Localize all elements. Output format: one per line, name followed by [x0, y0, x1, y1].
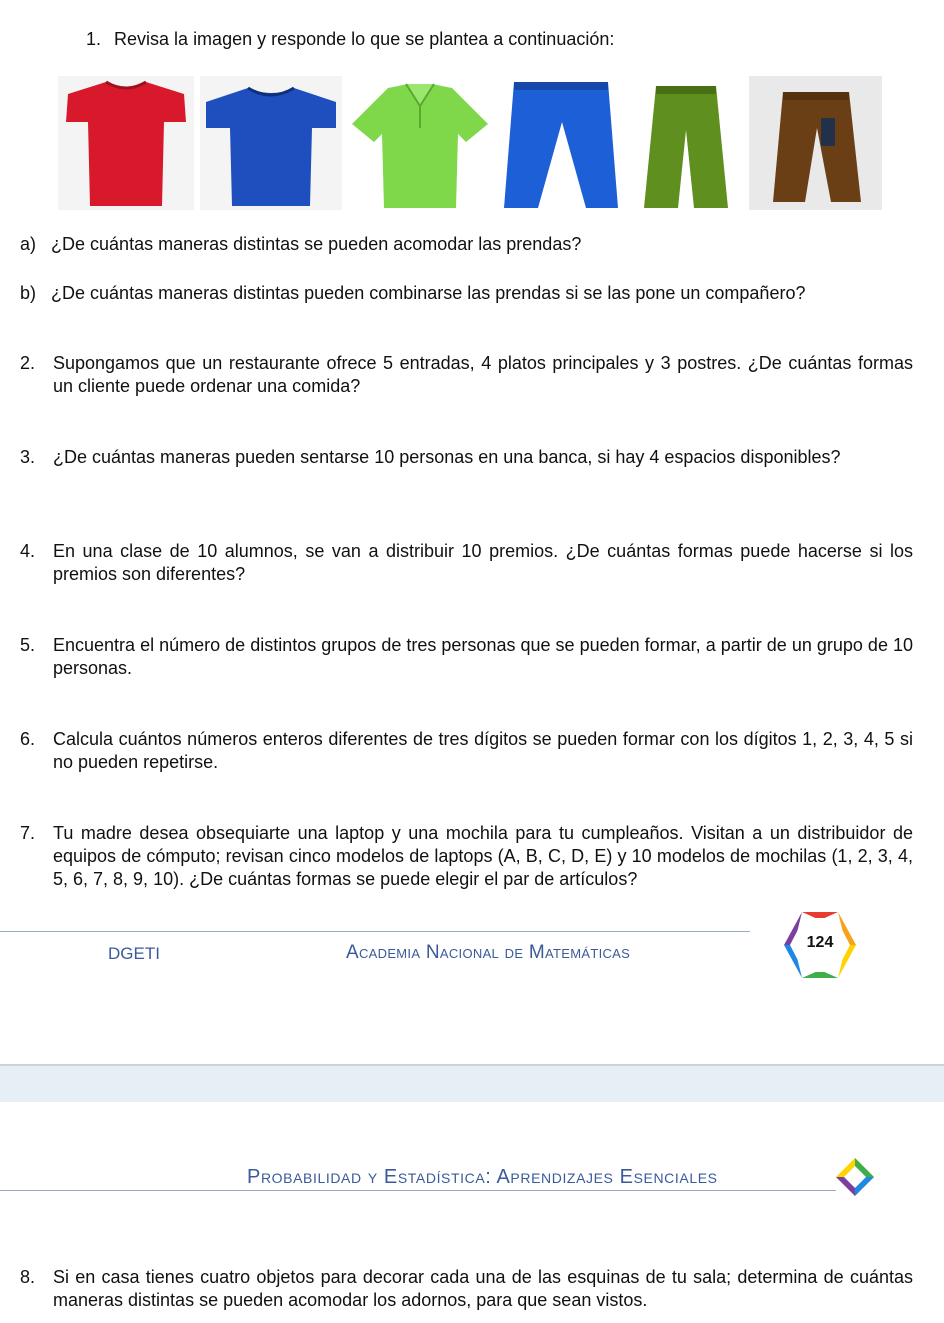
- question-text: Calcula cuántos números enteros diferentes de tres dígitos se pueden formar con los dígitos 1, 2, 3, 4, 5 si no pueden repetirse.: [53, 729, 913, 772]
- footer-rule: [0, 931, 750, 932]
- question-5: [20, 634, 913, 680]
- question-7: [20, 822, 913, 891]
- header-rule: [0, 1190, 836, 1191]
- subquestion-label: b): [20, 283, 37, 303]
- question-1-title: [86, 29, 614, 50]
- blue-pants-icon: [500, 76, 622, 210]
- question-number: 5.: [20, 635, 36, 655]
- question-text: Supongamos que un restaurante ofrece 5 entradas, 4 platos principales y 3 postres. ¿De cuántas formas un cliente puede ordenar una comida?: [53, 353, 913, 396]
- question-number: 3.: [20, 447, 36, 467]
- page-separator: [0, 1066, 944, 1102]
- question-number: 6.: [20, 729, 36, 749]
- subquestion-label: a): [20, 234, 37, 254]
- question-number: 7.: [20, 823, 36, 843]
- page-number: 124: [806, 934, 834, 951]
- question-text: Encuentra el número de distintos grupos de tres personas que se pueden formar, a partir de un grupo de 10 personas.: [53, 635, 913, 678]
- question-1b: [20, 282, 920, 305]
- footer-left: DGETI: [108, 944, 160, 963]
- red-tshirt-icon: [58, 76, 194, 210]
- green-polo-icon: [348, 76, 492, 210]
- footer-center: Academia Nacional de Matemáticas: [346, 942, 631, 963]
- question-3: [20, 446, 913, 469]
- question-1a: [20, 233, 920, 256]
- question-number: 2.: [20, 353, 36, 373]
- question-number: 4.: [20, 541, 36, 561]
- blue-tshirt-icon: [200, 76, 342, 210]
- question-8: [20, 1266, 913, 1312]
- question-6: [20, 728, 913, 774]
- brown-pants-icon: [749, 76, 882, 210]
- next-page-header: Probabilidad y Estadística: Aprendizajes Esenciales: [247, 1166, 718, 1188]
- question-text: En una clase de 10 alumnos, se van a distribuir 10 premios. ¿De cuántas formas puede hacerse si los premios son diferentes?: [53, 541, 913, 584]
- diamond-logo-icon: [834, 1156, 876, 1198]
- question-number: 1.: [86, 29, 102, 49]
- green-pants-icon: [624, 76, 744, 210]
- question-text: Revisa la imagen y responde lo que se plantea a continuación:: [114, 29, 615, 49]
- question-4: [20, 540, 913, 586]
- question-number: 8.: [20, 1267, 36, 1287]
- question-text: Si en casa tienes cuatro objetos para decorar cada una de las esquinas de tu sala; determina de cuántas maneras distintas se pueden acomodar los adornos, para que sean vistos.: [53, 1267, 913, 1310]
- question-text: ¿De cuántas maneras pueden sentarse 10 personas en una banca, si hay 4 espacios disponibles?: [53, 447, 841, 467]
- subquestion-text: ¿De cuántas maneras distintas pueden combinarse las prendas si se las pone un compañero?: [51, 283, 806, 303]
- question-text: Tu madre desea obsequiarte una laptop y una mochila para tu cumpleaños. Visitan a un distribuidor de equipos de cómputo; revisan cinco modelos de laptops (A, B, C, D, E) y 10 modelos de mochilas (1, 2, 3, 4, 5, 6, 7, 8, 9, 10). ¿De cuántas formas se puede elegir el par de artículos?: [53, 823, 913, 889]
- question-2: [20, 352, 913, 398]
- subquestion-text: ¿De cuántas maneras distintas se pueden acomodar las prendas?: [51, 234, 582, 254]
